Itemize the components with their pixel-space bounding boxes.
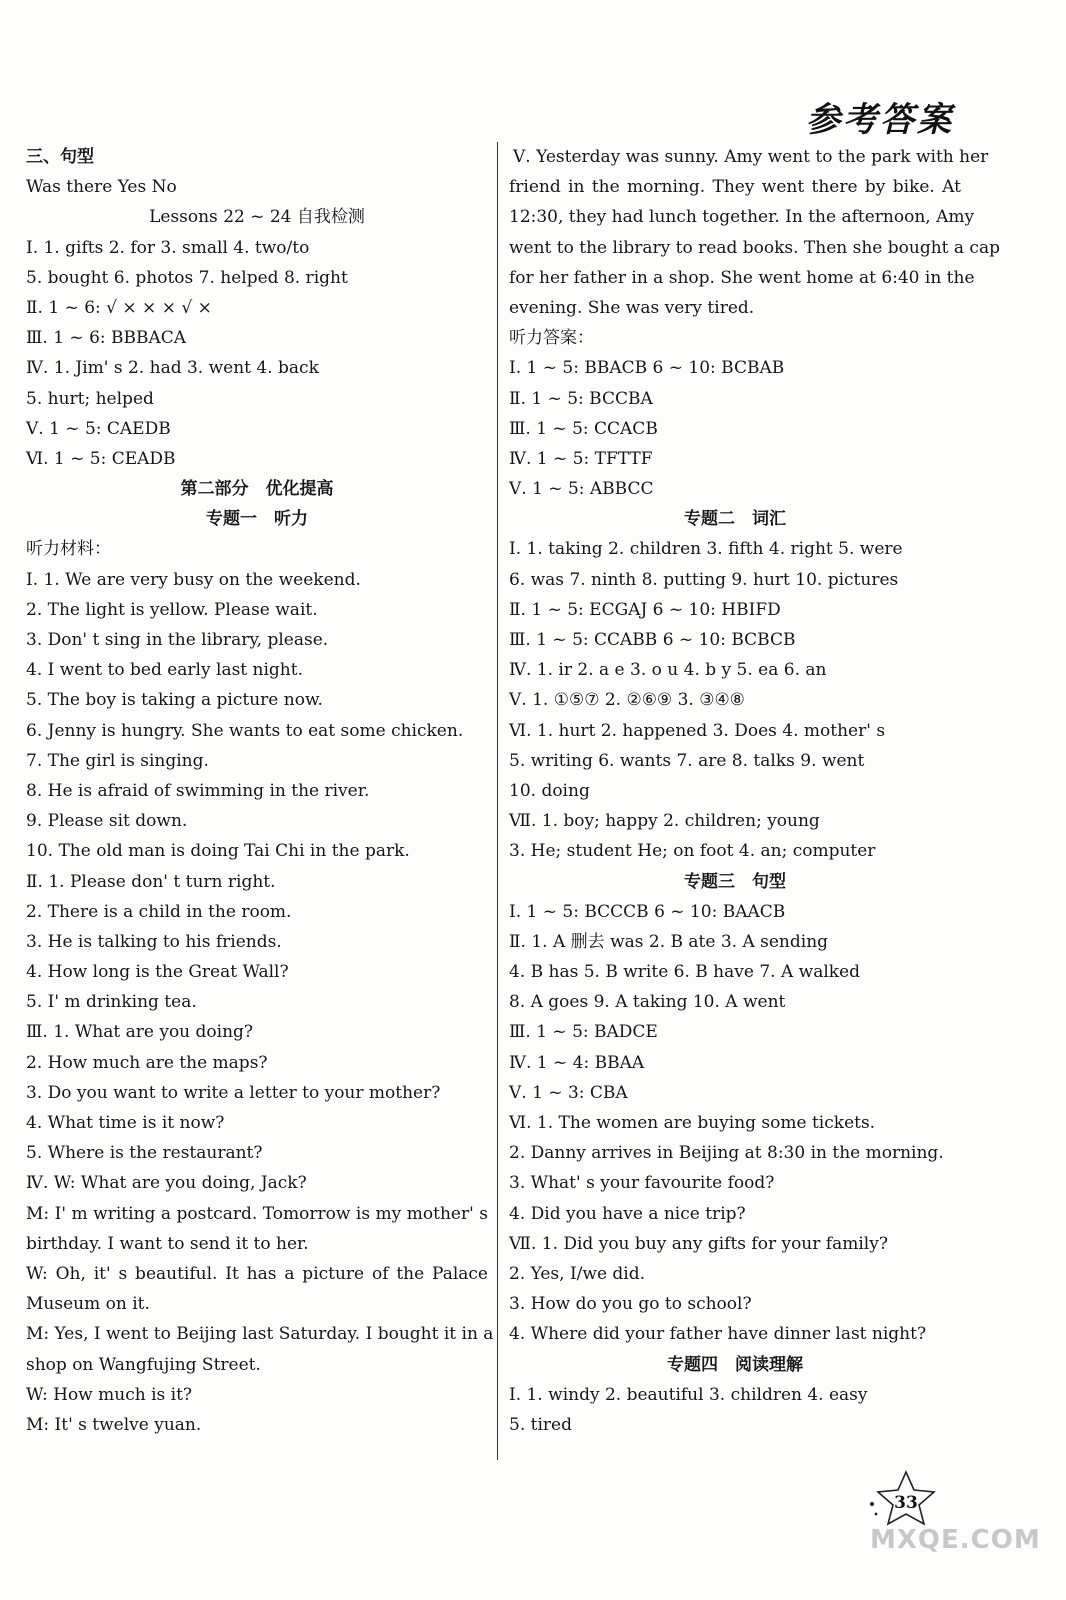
text-line: 8. He is afraid of swimming in the river. [26, 780, 370, 801]
page-number: 33 [894, 1493, 918, 1513]
text-line: M: It' s twelve yuan. [26, 1414, 202, 1435]
text-line: Ⅲ. 1 ~ 5: CCACB [509, 418, 658, 439]
left-column [26, 142, 494, 1440]
text-line: 9. Please sit down. [26, 811, 188, 832]
text-line: 听力材料： [26, 539, 111, 560]
text-line: Ⅱ. 1 ~ 6: √ × × × √ × [26, 297, 212, 318]
text-line: 3. Do you want to write a letter to your mother? [26, 1082, 441, 1103]
text-line: 专题三 句型 [684, 871, 786, 892]
text-line: Ⅰ. 1. We are very busy on the weekend. [26, 569, 361, 590]
text-line: shop on Wangfujing Street. [26, 1354, 261, 1375]
text-line: 2. How much are the maps? [26, 1052, 268, 1073]
text-line: Ⅱ. 1. A 删去 was 2. B ate 3. A sending [509, 931, 829, 952]
text-line: Ⅰ. 1. windy 2. beautiful 3. children 4. easy [509, 1384, 868, 1405]
text-line: 5. Where is the restaurant? [26, 1143, 263, 1164]
text-line: Ⅵ. 1 ~ 5: CEADB [26, 448, 176, 469]
text-line: Ⅰ. 1. taking 2. children 3. fifth 4. right 5. were [509, 539, 903, 560]
text-line: 2. The light is yellow. Please wait. [26, 599, 318, 620]
text-line: Ⅳ. 1 ~ 5: TFTTF [509, 448, 653, 469]
text-line: 5. The boy is taking a picture now. [26, 690, 323, 711]
text-line: Ⅰ. 1 ~ 5: BBACB 6 ~ 10: BCBAB [509, 358, 785, 379]
text-line: 5. hurt; helped [26, 388, 154, 409]
text-line: Ⅳ. 1. Jim' s 2. had 3. went 4. back [26, 358, 319, 379]
text-line: Ⅴ. 1 ~ 5: CAEDB [26, 418, 171, 439]
text-line: Ⅲ. 1 ~ 6: BBBACA [26, 328, 187, 349]
text-line: 第二部分 优化提高 [180, 479, 334, 500]
text-line: Ⅳ. W: What are you doing, Jack? [26, 1173, 307, 1194]
text-line: Ⅱ. 1 ~ 5: ECGAJ 6 ~ 10: HBIFD [509, 599, 781, 620]
text-line: 8. A goes 9. A taking 10. A went [509, 992, 786, 1013]
text-line: 专题四 阅读理解 [667, 1354, 803, 1375]
text-line: Ⅴ. Yesterday was sunny. Amy went to the park with her [513, 147, 989, 167]
text-line: 4. How long is the Great Wall? [26, 962, 289, 983]
text-line: Ⅵ. 1. hurt 2. happened 3. Does 4. mother' s [509, 720, 886, 741]
watermark-text: MXQE.COM [870, 1525, 1041, 1555]
text-line: Ⅴ. 1. ①⑤⑦ 2. ②⑥⑨ 3. ③④⑧ [509, 690, 745, 711]
text-line: 5. tired [509, 1414, 572, 1435]
text-line: 2. Danny arrives in Beijing at 8:30 in the morning. [509, 1143, 944, 1164]
text-line: Ⅲ. 1 ~ 5: BADCE [509, 1022, 658, 1043]
text-line: Ⅳ. 1 ~ 4: BBAA [509, 1052, 645, 1073]
text-line: 6. was 7. ninth 8. putting 9. hurt 10. pictures [509, 569, 899, 590]
text-line: Ⅶ. 1. Did you buy any gifts for your family? [509, 1233, 888, 1254]
text-line: Ⅳ. 1. ir 2. a e 3. o u 4. b y 5. ea 6. an [509, 660, 827, 681]
text-line: birthday. I want to send it to her. [26, 1233, 309, 1254]
text-line: Ⅰ. 1 ~ 5: BCCCB 6 ~ 10: BAACB [509, 901, 786, 922]
text-line: 3. What' s your favourite food? [509, 1173, 775, 1194]
text-line: 专题一 听力 [206, 509, 308, 530]
text-line: 4. Where did your father have dinner last night? [509, 1324, 927, 1345]
text-line: 5. bought 6. photos 7. helped 8. right [26, 267, 348, 288]
text-line: 3. How do you go to school? [509, 1294, 752, 1315]
text-line: 5. I' m drinking tea. [26, 992, 197, 1013]
page-header-title: 参考答案 [806, 100, 954, 140]
text-line: Ⅴ. 1 ~ 5: ABBCC [509, 479, 654, 500]
text-line: Ⅲ. 1. What are you doing? [26, 1022, 254, 1043]
text-line: M: I' m writing a postcard. Tomorrow is my mother' s [26, 1203, 488, 1224]
right-column [509, 142, 1000, 1440]
text-line: 听力答案： [509, 328, 594, 349]
text-line: Ⅵ. 1. The women are buying some tickets. [509, 1113, 876, 1133]
text-line: 6. Jenny is hungry. She wants to eat some chicken. [26, 720, 464, 741]
text-line: Was there Yes No [26, 177, 177, 198]
text-line: 4. I went to bed early last night. [26, 660, 303, 681]
text-line: Ⅲ. 1 ~ 5: CCABB 6 ~ 10: BCBCB [509, 630, 796, 650]
sparkle-icon [870, 1502, 874, 1506]
text-line: 10. The old man is doing Tai Chi in the park. [26, 841, 410, 862]
text-line: 10. doing [509, 780, 590, 801]
text-line: W: Oh, it' s beautiful. It has a picture of the Palace [26, 1263, 488, 1284]
text-line: Ⅴ. 1 ~ 3: CBA [509, 1082, 628, 1103]
text-line: 3. He is talking to his friends. [26, 931, 282, 952]
text-line: M: Yes, I went to Beijing last Saturday. I bought it in a [26, 1324, 494, 1345]
text-line: evening. She was very tired. [509, 297, 755, 318]
text-line: 12:30, they had lunch together. In the afternoon, Amy [509, 207, 975, 228]
text-line: Ⅰ. 1. gifts 2. for 3. small 4. two/to [26, 237, 310, 258]
text-line: went to the library to read books. Then she bought a cap [509, 237, 1000, 258]
text-line: 4. B has 5. B write 6. B have 7. A walked [509, 962, 861, 983]
text-line: 2. There is a child in the room. [26, 901, 292, 922]
text-line: Museum on it. [26, 1294, 150, 1315]
text-line: for her father in a shop. She went home at 6:40 in the [509, 267, 975, 288]
text-line: Ⅱ. 1 ~ 5: BCCBA [509, 388, 653, 409]
text-line: Ⅶ. 1. boy; happy 2. children; young [509, 811, 820, 832]
text-line: 三、句型 [26, 147, 94, 167]
page-number-badge [866, 1468, 946, 1528]
sparkle-icon-small [875, 1513, 878, 1516]
text-line: 专题二 词汇 [684, 509, 786, 530]
text-line: 3. He; student He; on foot 4. an; computer [509, 841, 876, 862]
text-line: 2. Yes, I/we did. [509, 1263, 646, 1284]
text-line: 4. Did you have a nice trip? [509, 1203, 746, 1224]
text-line: 5. writing 6. wants 7. are 8. talks 9. went [509, 750, 865, 771]
text-line: friend in the morning. They went there by bike. At [509, 177, 961, 198]
column-divider [497, 142, 498, 1460]
text-line: W: How much is it? [26, 1384, 193, 1405]
text-line: 3. Don' t sing in the library, please. [26, 630, 329, 650]
text-line: Lessons 22 ~ 24 自我检测 [149, 207, 365, 228]
text-line: 4. What time is it now? [26, 1113, 225, 1133]
text-line: Ⅱ. 1. Please don' t turn right. [26, 871, 276, 892]
text-line: 7. The girl is singing. [26, 750, 209, 771]
